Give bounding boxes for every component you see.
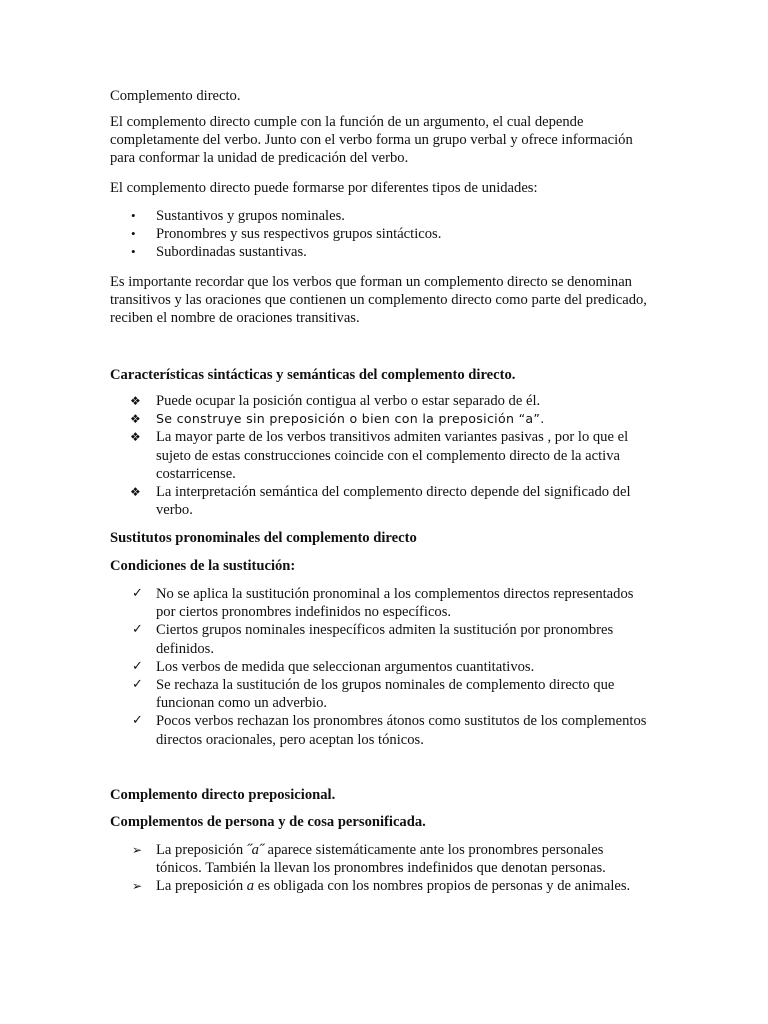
list-item: • Pronombres y sus respectivos grupos sintácticos. bbox=[131, 226, 442, 243]
list-item: ✓ No se aplica la sustitución pronominal a los complementos directos representados por ciertos pronombres indefinidos no específicos. bbox=[132, 586, 634, 621]
diamond-bullet-icon: ❖ bbox=[130, 430, 141, 445]
list-item: • Subordinadas sustantivas. bbox=[131, 244, 307, 261]
check-icon: ✓ bbox=[132, 713, 143, 729]
check-icon: ✓ bbox=[132, 658, 143, 674]
conditions-list bbox=[110, 585, 650, 749]
list-item: ❖ La interpretación semántica del complemento directo depende del significado del verbo. bbox=[130, 484, 631, 519]
person-list bbox=[110, 841, 650, 896]
list-item: ✓ Pocos verbos rechazan los pronombres átonos como sustitutos de los complementos directos oracionales, pero aceptan los tónicos. bbox=[132, 713, 647, 748]
person-heading: Complementos de persona y de cosa personificada. bbox=[110, 814, 426, 830]
check-icon: ✓ bbox=[132, 677, 143, 693]
list-item: ✓ Ciertos grupos nominales inespecíficos admiten la sustitución por pronombres definidos. bbox=[132, 622, 614, 657]
characteristics-heading: Características sintácticas y semánticas del complemento directo. bbox=[110, 367, 516, 383]
bullet-icon: • bbox=[131, 244, 136, 260]
diamond-bullet-icon: ❖ bbox=[130, 485, 141, 500]
conditions-heading: Condiciones de la sustitución: bbox=[110, 558, 296, 574]
diamond-bullet-icon: ❖ bbox=[130, 412, 141, 427]
check-icon: ✓ bbox=[132, 586, 143, 601]
bullet-icon: • bbox=[131, 208, 136, 223]
list-item: ✓ Se rechaza la sustitución de los grupos nominales de complemento directo que funcionan como un adverbio. bbox=[132, 677, 615, 712]
list-item: ➢ La preposición ˝a˝ aparece sistemáticamente ante los pronombres personales tónicos. También la llevan los pronombres indefinidos que denotan personas. bbox=[132, 842, 606, 877]
bullet-icon: • bbox=[131, 226, 136, 242]
list-item: ❖ La mayor parte de los verbos transitivos admiten variantes pasivas , por lo que el sujeto de estas construcciones coincide con el complemento directo de la activa costarricense. bbox=[130, 429, 629, 482]
arrow-bullet-icon: ➢ bbox=[132, 879, 143, 894]
list-item: • Sustantivos y grupos nominales. bbox=[131, 208, 345, 224]
list-item: ❖ Puede ocupar la posición contigua al verbo o estar separado de él. bbox=[130, 393, 541, 409]
diamond-bullet-icon: ❖ bbox=[130, 394, 141, 408]
units-intro: El complemento directo puede formarse por diferentes tipos de unidades: bbox=[110, 180, 538, 196]
intro-paragraph: El complemento directo cumple con la función de un argumento, el cual depende completamente del verbo. Junto con el verbo forma un grupo verbal y ofrece información para conformar la unidad de predicación del verbo. bbox=[110, 114, 633, 167]
substitutes-heading: Sustitutos pronominales del complemento directo bbox=[110, 530, 417, 546]
prepositional-heading: Complemento directo preposicional. bbox=[110, 787, 336, 803]
arrow-bullet-icon: ➢ bbox=[132, 843, 143, 857]
list-item: ➢ La preposición a es obligada con los nombres propios de personas y de animales. bbox=[132, 878, 631, 895]
units-list bbox=[110, 207, 650, 262]
characteristics-list bbox=[110, 392, 650, 519]
document-title: Complemento directo. bbox=[110, 88, 241, 104]
transitive-paragraph: Es importante recordar que los verbos que forman un complemento directo se denominan transitivos y las oraciones que contienen un complemento directo como parte del predicado, reciben el nombre de oraciones transitivas. bbox=[110, 274, 647, 327]
list-item: ✓ Los verbos de medida que seleccionan argumentos cuantitativos. bbox=[132, 658, 535, 675]
check-icon: ✓ bbox=[132, 622, 143, 638]
list-item: ❖ Se construye sin preposición o bien con la preposición “a”. bbox=[110, 410, 650, 428]
